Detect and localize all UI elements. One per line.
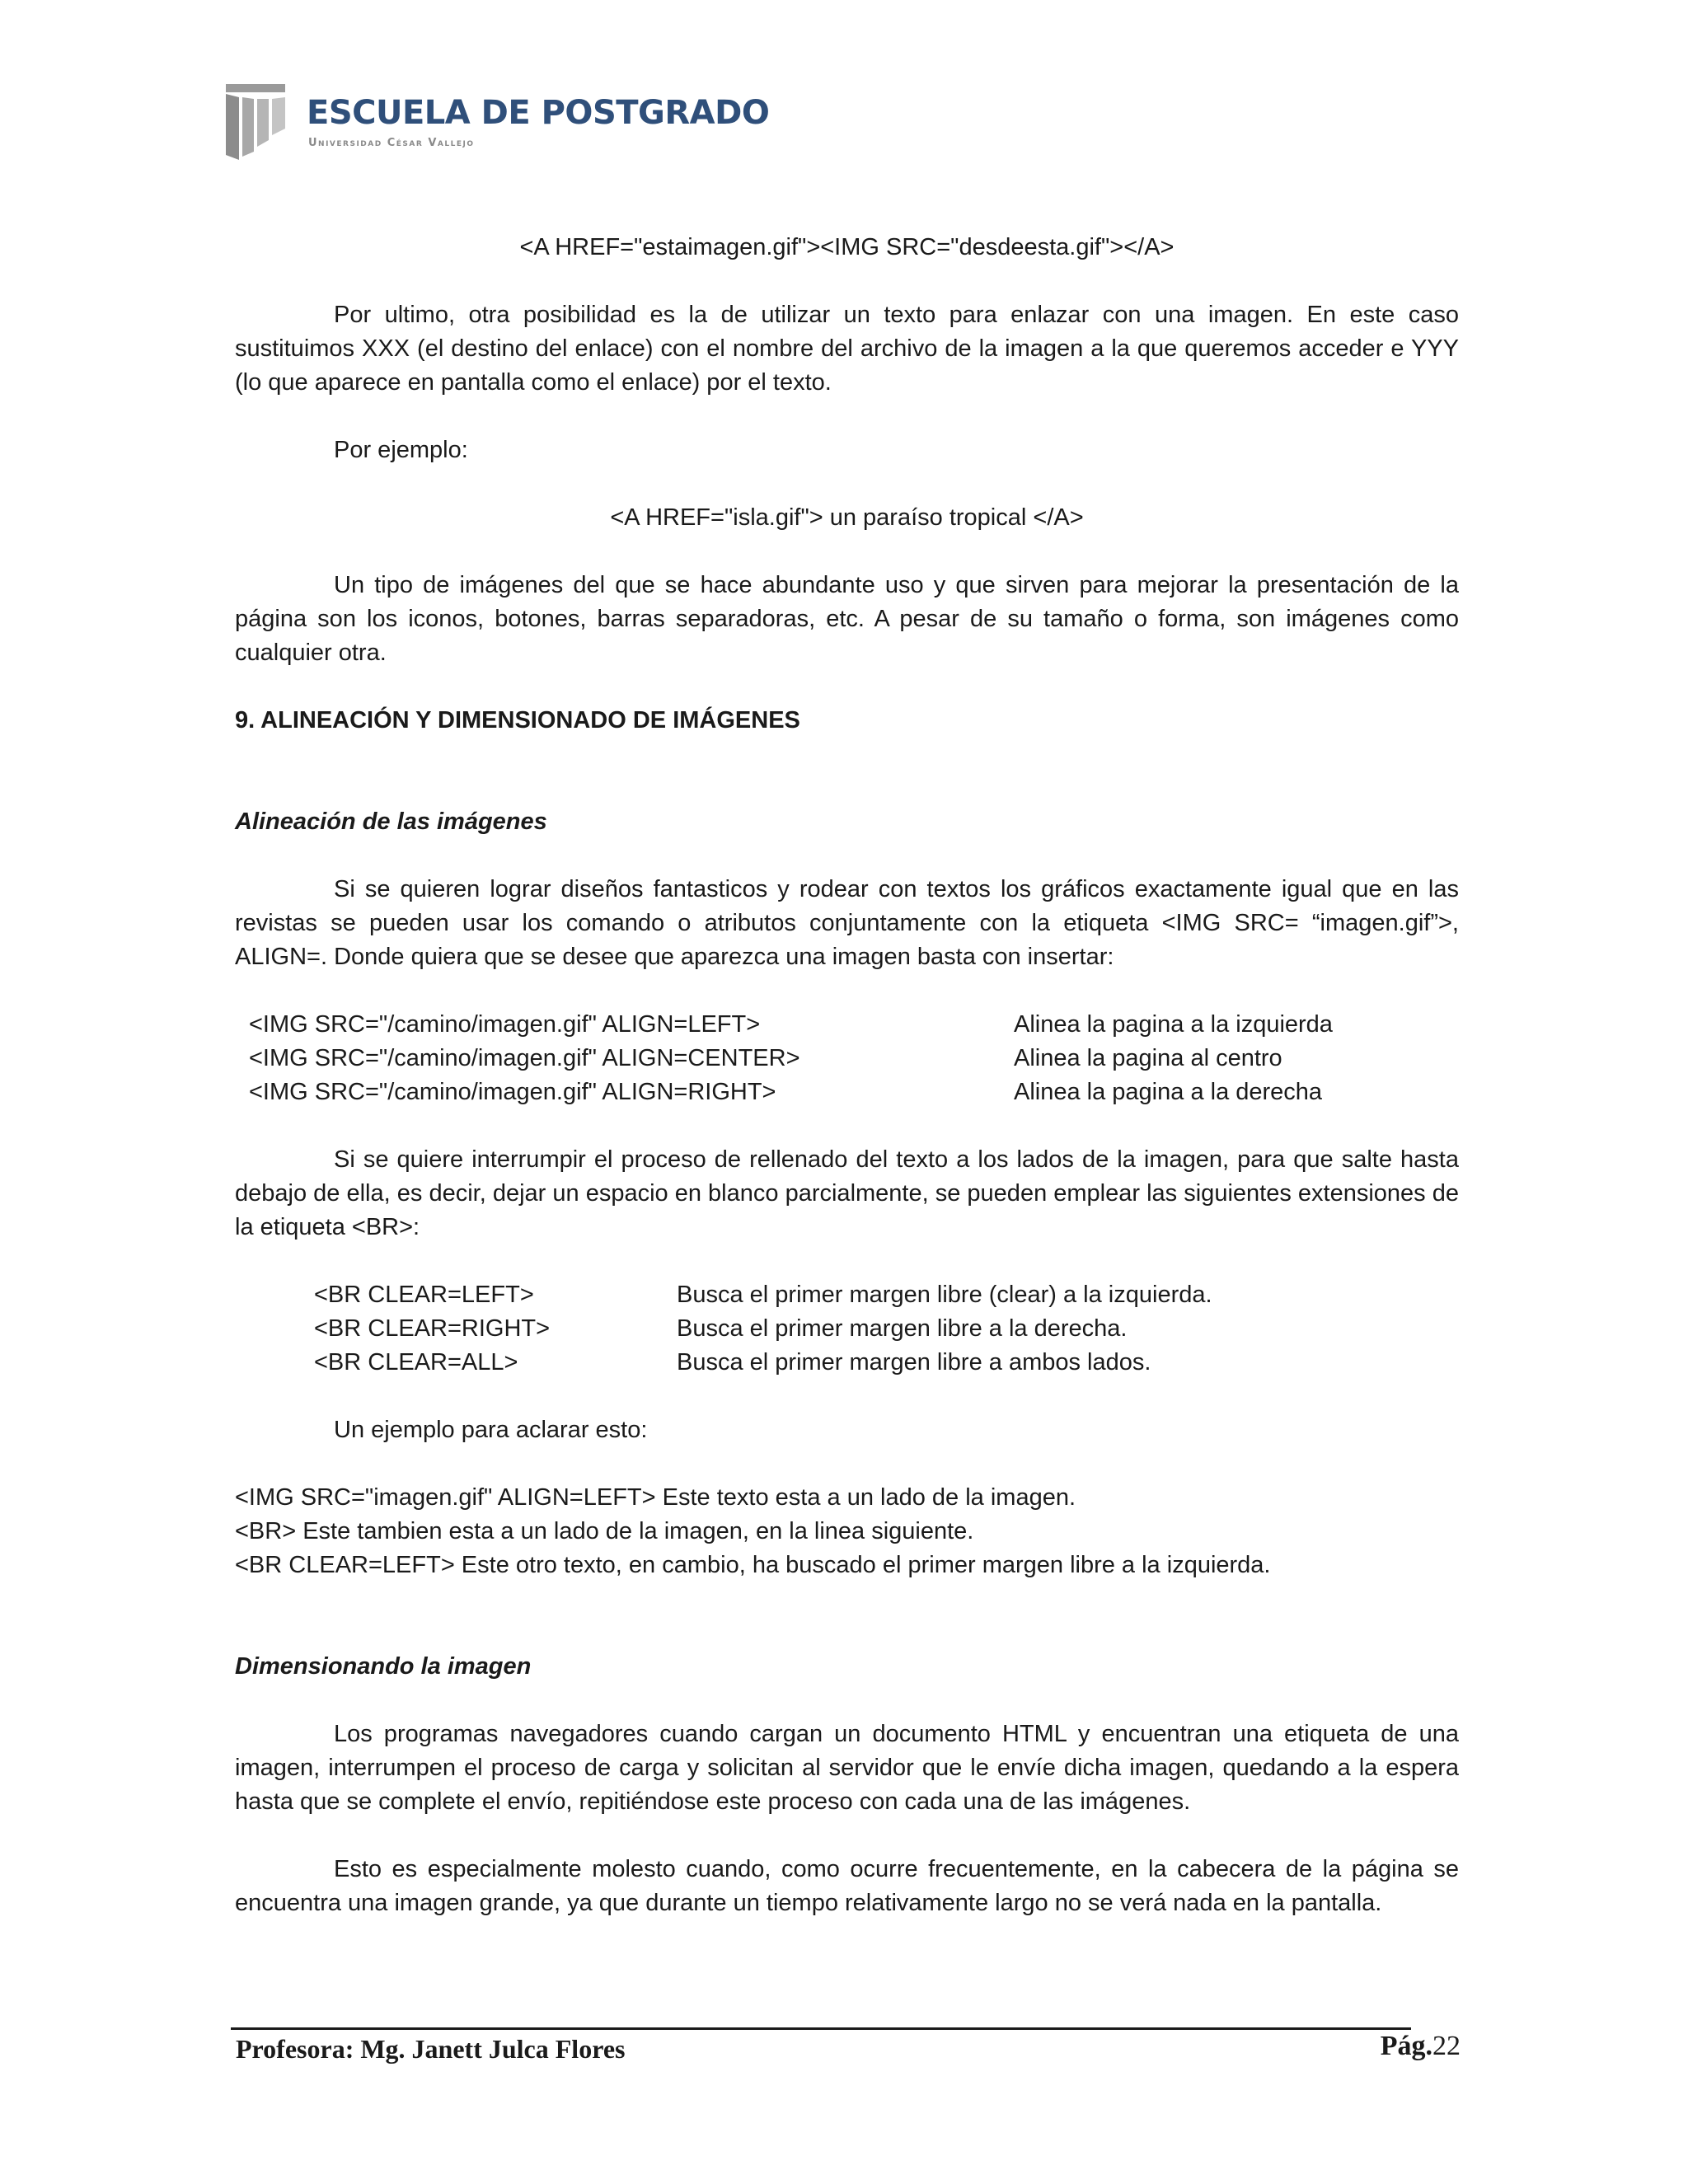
paragraph-br-clear: Si se quiere interrumpir el proceso de rellenado del texto a los lados de la imagen, para que salte hasta debajo de ella, es decir, dejar un espacio en blanco parcialmente, se pueden emplear las siguientes extensiones de la etiqueta <BR>: bbox=[235, 1146, 1459, 1240]
page-label: Pág. bbox=[1380, 2031, 1432, 2061]
br-code: <BR CLEAR=LEFT> bbox=[314, 1282, 534, 1308]
align-options-table bbox=[235, 1008, 1459, 1109]
br-code: <BR CLEAR=ALL> bbox=[314, 1349, 518, 1376]
example-line: <IMG SRC="imagen.gif" ALIGN=LEFT> Este texto esta a un lado de la imagen. bbox=[235, 1484, 1076, 1511]
subheading-alignment: Alineación de las imágenes bbox=[235, 808, 547, 835]
example-label: Por ejemplo: bbox=[334, 437, 468, 463]
paragraph-text-link: Por ultimo, otra posibilidad es la de utilizar un texto para enlazar con una imagen. En este caso sustituimos XXX (el destino del enlace) con el nombre del archivo de la imagen a la que queremos acceder e YYY (lo que aparece en pantalla como el enlace) por el texto. bbox=[235, 302, 1459, 396]
header-logo bbox=[224, 81, 770, 163]
footer-divider bbox=[231, 2027, 1411, 2030]
paragraph-alignment: Si se quieren lograr diseños fantasticos y rodear con textos los gráficos exactamente igual que en las revistas se pueden usar los comando o atributos conjuntamente con la etiqueta <IMG SRC= “imagen.gif”>, ALIGN=. Donde quiera que se desee que aparezca una imagen basta con insertar: bbox=[235, 876, 1459, 970]
br-description: Busca el primer margen libre a ambos lados. bbox=[677, 1349, 1151, 1376]
footer-author: Profesora: Mg. Janett Julca Flores bbox=[236, 2034, 626, 2064]
code-example-link-image: <A HREF="estaimagen.gif"><IMG SRC="desdeesta.gif"></A> bbox=[519, 234, 1175, 260]
align-code: <IMG SRC="/camino/imagen.gif" ALIGN=LEFT> bbox=[249, 1011, 761, 1038]
align-description: Alinea la pagina a la izquierda bbox=[1014, 1011, 1333, 1038]
university-logo-icon bbox=[224, 81, 290, 162]
logo-title: ESCUELA DE POSTGRADO bbox=[307, 94, 770, 132]
table-row bbox=[314, 1278, 1459, 1312]
br-code: <BR CLEAR=RIGHT> bbox=[314, 1315, 551, 1342]
table-row bbox=[249, 1076, 1459, 1109]
align-description: Alinea la pagina a la derecha bbox=[1014, 1079, 1323, 1105]
subheading-sizing: Dimensionando la imagen bbox=[235, 1653, 532, 1680]
table-row bbox=[249, 1042, 1459, 1076]
page-number: 22 bbox=[1432, 2031, 1461, 2061]
footer-page-number bbox=[1381, 2031, 1461, 2062]
table-row bbox=[249, 1008, 1459, 1042]
paragraph-header-image: Esto es especialmente molesto cuando, como ocurre frecuentemente, en la cabecera de la página se encuentra una imagen grande, ya que durante un tiempo relativamente largo no se verá nada en la pantalla. bbox=[235, 1856, 1459, 1916]
br-description: Busca el primer margen libre (clear) a la izquierda. bbox=[677, 1282, 1212, 1308]
example-line: <BR CLEAR=LEFT> Este otro texto, en cambio, ha buscado el primer margen libre a la izquierda. bbox=[235, 1552, 1271, 1578]
paragraph-icons: Un tipo de imágenes del que se hace abundante uso y que sirven para mejorar la presentación de la página son los iconos, botones, barras separadoras, etc. A pesar de su tamaño o forma, son imágenes como cualquier otra. bbox=[235, 572, 1459, 666]
align-code: <IMG SRC="/camino/imagen.gif" ALIGN=RIGHT> bbox=[249, 1079, 776, 1105]
code-example-text-link: <A HREF="isla.gif"> un paraíso tropical </A> bbox=[610, 504, 1084, 531]
document-body bbox=[235, 231, 1459, 1920]
example-label-2: Un ejemplo para aclarar esto: bbox=[334, 1417, 648, 1443]
br-options-table bbox=[235, 1278, 1459, 1380]
br-description: Busca el primer margen libre a la derecha. bbox=[677, 1315, 1128, 1342]
example-line: <BR> Este tambien esta a un lado de la imagen, en la linea siguiente. bbox=[235, 1518, 974, 1544]
logo-subtitle: Universidad César Vallejo bbox=[308, 137, 475, 149]
paragraph-browsers: Los programas navegadores cuando cargan un documento HTML y encuentran una etiqueta de una imagen, interrumpen el proceso de carga y solicitan al servidor que le envíe dicha imagen, quedando a la espera hasta que se complete el envío, repitiéndose este proceso con cada una de las imágenes. bbox=[235, 1721, 1459, 1815]
table-row bbox=[314, 1346, 1459, 1380]
align-description: Alinea la pagina al centro bbox=[1014, 1045, 1282, 1071]
section-heading: 9. ALINEACIÓN Y DIMENSIONADO DE IMÁGENES bbox=[235, 707, 800, 733]
table-row bbox=[314, 1312, 1459, 1346]
align-code: <IMG SRC="/camino/imagen.gif" ALIGN=CENTER> bbox=[249, 1045, 800, 1071]
